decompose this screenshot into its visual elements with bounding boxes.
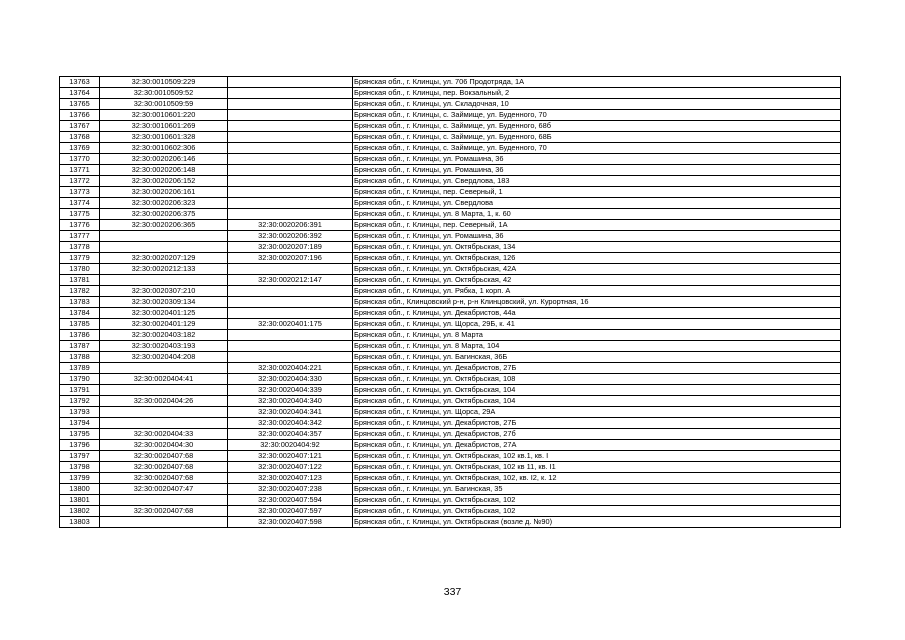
row-number-cell: 13765: [60, 99, 100, 110]
table-row: [60, 220, 841, 231]
cadastral-number-cell: 32:30:0020407:47: [100, 484, 228, 495]
address-cell: Брянская обл., г. Клинцы, ул. Декабристов, 27А: [353, 440, 841, 451]
address-cell: Брянская обл., г. Клинцы, ул. Декабристов, 27Б: [353, 363, 841, 374]
address-cell: Брянская обл., г. Клинцы, с. Займище, ул. Буденного, 70: [353, 110, 841, 121]
table-row: [60, 473, 841, 484]
new-cadastral-number-cell: [228, 77, 353, 88]
address-cell: Брянская обл., г. Клинцы, ул. Октябрьская, 102 кв 11, кв. I1: [353, 462, 841, 473]
new-cadastral-number-cell: [228, 308, 353, 319]
row-number-cell: 13793: [60, 407, 100, 418]
row-number-cell: 13801: [60, 495, 100, 506]
row-number-cell: 13769: [60, 143, 100, 154]
new-cadastral-number-cell: [228, 132, 353, 143]
table-row: [60, 99, 841, 110]
table-row: [60, 253, 841, 264]
cadastral-number-cell: 32:30:0020403:182: [100, 330, 228, 341]
address-cell: Брянская обл., г. Клинцы, ул. Октябрьская, 102, кв. I2, к. 12: [353, 473, 841, 484]
new-cadastral-number-cell: [228, 286, 353, 297]
address-cell: Брянская обл., г. Клинцы, ул. Свердлова, 183: [353, 176, 841, 187]
cadastral-number-cell: 32:30:0020206:375: [100, 209, 228, 220]
row-number-cell: 13797: [60, 451, 100, 462]
table-row: [60, 275, 841, 286]
table-row: [60, 88, 841, 99]
cadastral-number-cell: 32:30:0020404:208: [100, 352, 228, 363]
cadastral-number-cell: 32:30:0020206:148: [100, 165, 228, 176]
row-number-cell: 13777: [60, 231, 100, 242]
cadastral-number-cell: [100, 385, 228, 396]
address-cell: Брянская обл., г. Клинцы, пер. Северный, 1А: [353, 220, 841, 231]
new-cadastral-number-cell: 32:30:0020401:175: [228, 319, 353, 330]
table-row: [60, 198, 841, 209]
cadastral-number-cell: 32:30:0020407:68: [100, 473, 228, 484]
row-number-cell: 13802: [60, 506, 100, 517]
row-number-cell: 13794: [60, 418, 100, 429]
new-cadastral-number-cell: [228, 264, 353, 275]
table-row: [60, 308, 841, 319]
address-cell: Брянская обл., Клинцовский р-н, р-н Клинцовский, ул. Курортная, 16: [353, 297, 841, 308]
row-number-cell: 13763: [60, 77, 100, 88]
address-cell: Брянская обл., г. Клинцы, ул. Багинская, 36Б: [353, 352, 841, 363]
row-number-cell: 13786: [60, 330, 100, 341]
cadastral-number-cell: 32:30:0020407:68: [100, 506, 228, 517]
records-table: [59, 76, 841, 528]
address-cell: Брянская обл., г. Клинцы, ул. 8 Марта, 1, к. 60: [353, 209, 841, 220]
new-cadastral-number-cell: 32:30:0020407:123: [228, 473, 353, 484]
new-cadastral-number-cell: 32:30:0020404:92: [228, 440, 353, 451]
cadastral-number-cell: 32:30:0020401:129: [100, 319, 228, 330]
row-number-cell: 13798: [60, 462, 100, 473]
row-number-cell: 13792: [60, 396, 100, 407]
new-cadastral-number-cell: 32:30:0020404:342: [228, 418, 353, 429]
table-row: [60, 484, 841, 495]
new-cadastral-number-cell: 32:30:0020407:121: [228, 451, 353, 462]
new-cadastral-number-cell: [228, 341, 353, 352]
new-cadastral-number-cell: 32:30:0020407:238: [228, 484, 353, 495]
address-cell: Брянская обл., г. Клинцы, ул. Ромашина, 36: [353, 154, 841, 165]
table-row: [60, 165, 841, 176]
address-cell: Брянская обл., г. Клинцы, ул. Октябрьская, 102 кв.1, кв. I: [353, 451, 841, 462]
new-cadastral-number-cell: [228, 88, 353, 99]
row-number-cell: 13774: [60, 198, 100, 209]
cadastral-number-cell: 32:30:0020407:68: [100, 462, 228, 473]
address-cell: Брянская обл., г. Клинцы, ул. Складочная, 10: [353, 99, 841, 110]
cadastral-number-cell: [100, 275, 228, 286]
row-number-cell: 13779: [60, 253, 100, 264]
cadastral-number-cell: 32:30:0010601:220: [100, 110, 228, 121]
row-number-cell: 13768: [60, 132, 100, 143]
table-row: [60, 77, 841, 88]
new-cadastral-number-cell: [228, 143, 353, 154]
address-cell: Брянская обл., г. Клинцы, с. Займище, ул. Буденного, 70: [353, 143, 841, 154]
row-number-cell: 13767: [60, 121, 100, 132]
table-row: [60, 407, 841, 418]
address-cell: Брянская обл., г. Клинцы, ул. 8 Марта: [353, 330, 841, 341]
new-cadastral-number-cell: 32:30:0020407:594: [228, 495, 353, 506]
address-cell: Брянская обл., г. Клинцы, ул. Декабристов, 27б: [353, 429, 841, 440]
cadastral-number-cell: 32:30:0020404:41: [100, 374, 228, 385]
address-cell: Брянская обл., г. Клинцы, ул. Свердлова: [353, 198, 841, 209]
table-row: [60, 264, 841, 275]
cadastral-number-cell: 32:30:0020206:152: [100, 176, 228, 187]
cadastral-number-cell: 32:30:0020404:26: [100, 396, 228, 407]
address-cell: Брянская обл., г. Клинцы, ул. Октябрьская, 126: [353, 253, 841, 264]
address-cell: Брянская обл., г. Клинцы, с. Займище, ул. Буденного, 68б: [353, 121, 841, 132]
table-row: [60, 396, 841, 407]
table-row: [60, 418, 841, 429]
address-cell: Брянская обл., г. Клинцы, с. Займище, ул. Буденного, 68Б: [353, 132, 841, 143]
address-cell: Брянская обл., г. Клинцы, ул. Рябка, 1 корп. А: [353, 286, 841, 297]
cadastral-number-cell: [100, 407, 228, 418]
table-row: [60, 330, 841, 341]
new-cadastral-number-cell: [228, 187, 353, 198]
row-number-cell: 13770: [60, 154, 100, 165]
cadastral-number-cell: 32:30:0020403:193: [100, 341, 228, 352]
cadastral-number-cell: 32:30:0020212:133: [100, 264, 228, 275]
row-number-cell: 13776: [60, 220, 100, 231]
row-number-cell: 13785: [60, 319, 100, 330]
new-cadastral-number-cell: 32:30:0020404:341: [228, 407, 353, 418]
new-cadastral-number-cell: 32:30:0020206:391: [228, 220, 353, 231]
table-row: [60, 297, 841, 308]
row-number-cell: 13773: [60, 187, 100, 198]
new-cadastral-number-cell: 32:30:0020404:340: [228, 396, 353, 407]
new-cadastral-number-cell: [228, 352, 353, 363]
cadastral-number-cell: 32:30:0020401:125: [100, 308, 228, 319]
new-cadastral-number-cell: 32:30:0020404:339: [228, 385, 353, 396]
row-number-cell: 13787: [60, 341, 100, 352]
cadastral-number-cell: 32:30:0020404:33: [100, 429, 228, 440]
new-cadastral-number-cell: 32:30:0020407:598: [228, 517, 353, 528]
table-row: [60, 176, 841, 187]
table-row: [60, 517, 841, 528]
row-number-cell: 13781: [60, 275, 100, 286]
table-row: [60, 209, 841, 220]
cadastral-number-cell: 32:30:0010601:328: [100, 132, 228, 143]
address-cell: Брянская обл., г. Клинцы, ул. Октябрьская, 102: [353, 495, 841, 506]
cadastral-number-cell: 32:30:0010509:59: [100, 99, 228, 110]
address-cell: Брянская обл., г. Клинцы, ул. Багинская, 35: [353, 484, 841, 495]
new-cadastral-number-cell: 32:30:0020407:122: [228, 462, 353, 473]
new-cadastral-number-cell: 32:30:0020207:196: [228, 253, 353, 264]
address-cell: Брянская обл., г. Клинцы, ул. Декабристов, 27Б: [353, 418, 841, 429]
table-row: [60, 495, 841, 506]
address-cell: Брянская обл., г. Клинцы, ул. Октябрьская, 108: [353, 374, 841, 385]
row-number-cell: 13791: [60, 385, 100, 396]
table-row: [60, 440, 841, 451]
cadastral-number-cell: 32:30:0020407:68: [100, 451, 228, 462]
table-row: [60, 506, 841, 517]
row-number-cell: 13799: [60, 473, 100, 484]
address-cell: Брянская обл., г. Клинцы, ул. Октябрьская, 42А: [353, 264, 841, 275]
table-row: [60, 121, 841, 132]
row-number-cell: 13766: [60, 110, 100, 121]
new-cadastral-number-cell: 32:30:0020207:189: [228, 242, 353, 253]
row-number-cell: 13782: [60, 286, 100, 297]
new-cadastral-number-cell: 32:30:0020212:147: [228, 275, 353, 286]
table-row: [60, 341, 841, 352]
address-cell: Брянская обл., г. Клинцы, ул. Октябрьская, 134: [353, 242, 841, 253]
table-row: [60, 110, 841, 121]
row-number-cell: 13800: [60, 484, 100, 495]
table-row: [60, 385, 841, 396]
row-number-cell: 13771: [60, 165, 100, 176]
address-cell: Брянская обл., г. Клинцы, ул. Октябрьская (возле д. №90): [353, 517, 841, 528]
row-number-cell: 13788: [60, 352, 100, 363]
address-cell: Брянская обл., г. Клинцы, ул. Декабристов, 44а: [353, 308, 841, 319]
cadastral-number-cell: [100, 517, 228, 528]
new-cadastral-number-cell: [228, 209, 353, 220]
cadastral-number-cell: 32:30:0020309:134: [100, 297, 228, 308]
table-row: [60, 231, 841, 242]
new-cadastral-number-cell: [228, 176, 353, 187]
cadastral-number-cell: [100, 363, 228, 374]
new-cadastral-number-cell: [228, 165, 353, 176]
row-number-cell: 13803: [60, 517, 100, 528]
row-number-cell: 13784: [60, 308, 100, 319]
address-cell: Брянская обл., г. Клинцы, пер. Северный, 1: [353, 187, 841, 198]
address-cell: Брянская обл., г. Клинцы, ул. 706 Продотряда, 1А: [353, 77, 841, 88]
table-row: [60, 451, 841, 462]
table-row: [60, 187, 841, 198]
table-row: [60, 143, 841, 154]
cadastral-number-cell: [100, 495, 228, 506]
table-row: [60, 363, 841, 374]
cadastral-number-cell: 32:30:0020206:365: [100, 220, 228, 231]
address-cell: Брянская обл., г. Клинцы, ул. Октябрьская, 102: [353, 506, 841, 517]
cadastral-number-cell: 32:30:0010601:269: [100, 121, 228, 132]
address-cell: Брянская обл., г. Клинцы, ул. Ромашина, 36: [353, 165, 841, 176]
address-cell: Брянская обл., г. Клинцы, ул. Октябрьская, 104: [353, 385, 841, 396]
new-cadastral-number-cell: 32:30:0020404:357: [228, 429, 353, 440]
row-number-cell: 13775: [60, 209, 100, 220]
page-number: 337: [443, 586, 462, 598]
cadastral-number-cell: 32:30:0020404:30: [100, 440, 228, 451]
new-cadastral-number-cell: 32:30:0020407:597: [228, 506, 353, 517]
table-row: [60, 154, 841, 165]
row-number-cell: 13789: [60, 363, 100, 374]
cadastral-number-cell: 32:30:0020207:129: [100, 253, 228, 264]
new-cadastral-number-cell: 32:30:0020404:330: [228, 374, 353, 385]
table-row: [60, 462, 841, 473]
table-body: [60, 77, 841, 528]
cadastral-number-cell: [100, 242, 228, 253]
cadastral-number-cell: 32:30:0020206:146: [100, 154, 228, 165]
table-row: [60, 319, 841, 330]
new-cadastral-number-cell: [228, 110, 353, 121]
row-number-cell: 13790: [60, 374, 100, 385]
cadastral-number-cell: 32:30:0020206:323: [100, 198, 228, 209]
new-cadastral-number-cell: [228, 154, 353, 165]
row-number-cell: 13783: [60, 297, 100, 308]
new-cadastral-number-cell: [228, 121, 353, 132]
address-cell: Брянская обл., г. Клинцы, пер. Вокзальный, 2: [353, 88, 841, 99]
new-cadastral-number-cell: 32:30:0020404:221: [228, 363, 353, 374]
cadastral-number-cell: 32:30:0020307:210: [100, 286, 228, 297]
row-number-cell: 13780: [60, 264, 100, 275]
row-number-cell: 13795: [60, 429, 100, 440]
address-cell: Брянская обл., г. Клинцы, ул. 8 Марта, 104: [353, 341, 841, 352]
table-row: [60, 132, 841, 143]
row-number-cell: 13764: [60, 88, 100, 99]
new-cadastral-number-cell: [228, 198, 353, 209]
address-cell: Брянская обл., г. Клинцы, ул. Октябрьская, 42: [353, 275, 841, 286]
row-number-cell: 13796: [60, 440, 100, 451]
cadastral-number-cell: 32:30:0010509:52: [100, 88, 228, 99]
new-cadastral-number-cell: [228, 99, 353, 110]
new-cadastral-number-cell: [228, 330, 353, 341]
address-cell: Брянская обл., г. Клинцы, ул. Октябрьская, 104: [353, 396, 841, 407]
table-row: [60, 352, 841, 363]
table-row: [60, 374, 841, 385]
row-number-cell: 13778: [60, 242, 100, 253]
address-cell: Брянская обл., г. Клинцы, ул. Щорса, 29Б, к. 41: [353, 319, 841, 330]
table-row: [60, 242, 841, 253]
address-cell: Брянская обл., г. Клинцы, ул. Щорса, 29А: [353, 407, 841, 418]
cadastral-number-cell: 32:30:0010602:306: [100, 143, 228, 154]
cadastral-number-cell: [100, 231, 228, 242]
cadastral-number-cell: 32:30:0020206:161: [100, 187, 228, 198]
cadastral-number-cell: 32:30:0010509:229: [100, 77, 228, 88]
new-cadastral-number-cell: 32:30:0020206:392: [228, 231, 353, 242]
table-row: [60, 286, 841, 297]
cadastral-number-cell: [100, 418, 228, 429]
new-cadastral-number-cell: [228, 297, 353, 308]
address-cell: Брянская обл., г. Клинцы, ул. Ромашина, 36: [353, 231, 841, 242]
row-number-cell: 13772: [60, 176, 100, 187]
table-row: [60, 429, 841, 440]
